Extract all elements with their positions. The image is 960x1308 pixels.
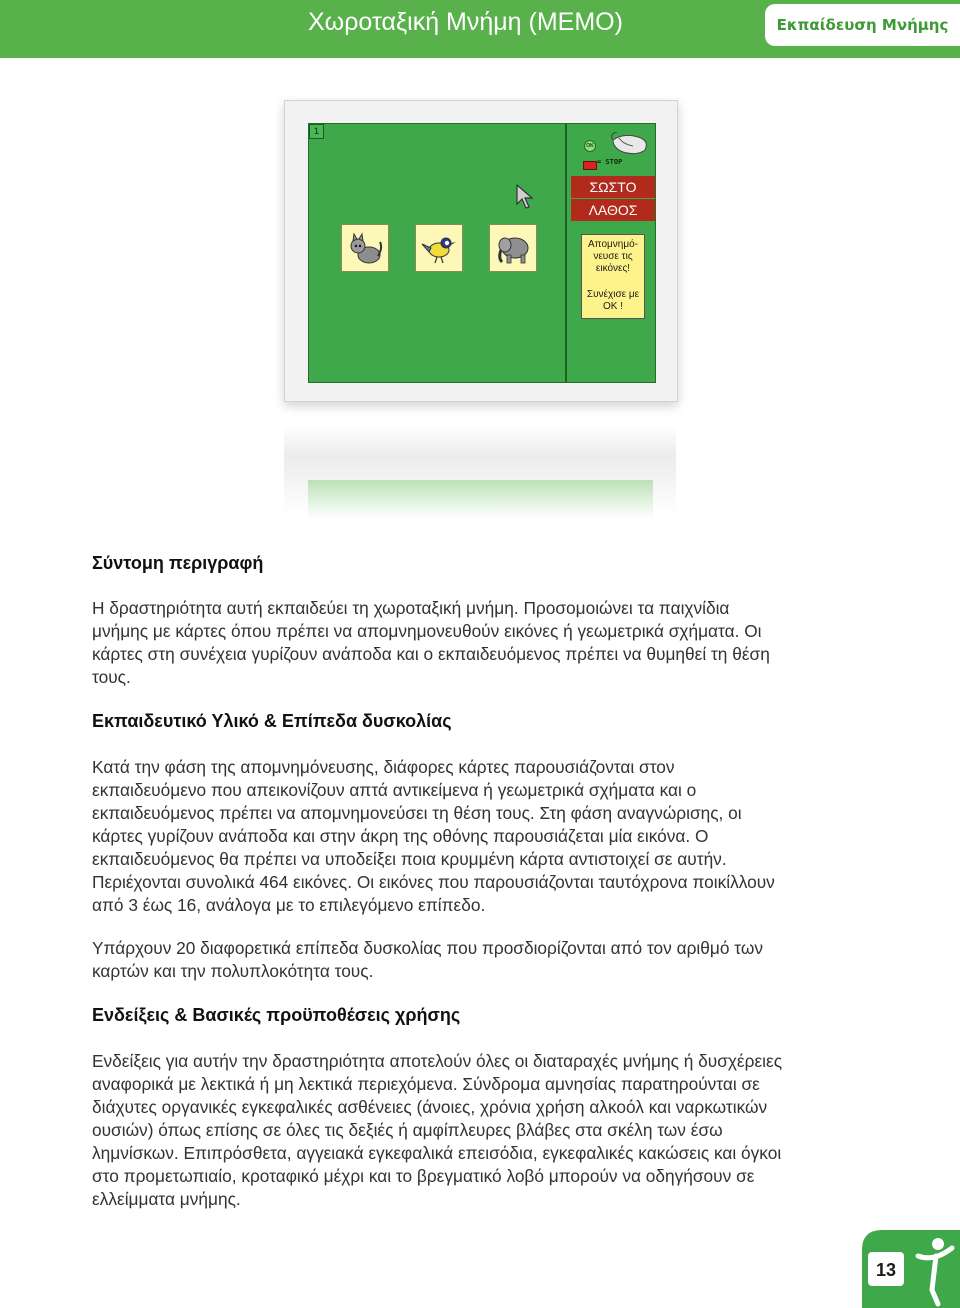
game-side-panel xyxy=(571,124,655,382)
correct-button[interactable]: ΣΩΣΤΟ xyxy=(571,176,655,198)
bird-icon xyxy=(419,228,459,268)
text-line: Περιέχονται συνολικά 464 εικόνες. Οι εικόνες που παρουσιάζονται ταυτόχρονα ποικίλλουν xyxy=(92,872,775,892)
memory-card-1[interactable] xyxy=(341,224,389,272)
text-line: ουσιών) όπως επίσης σε όλες τις δεξιές ή αμφίπλευρες βλάβες στα σκέλη των έσω xyxy=(92,1120,723,1140)
text-line: διάχυτες οργανικές εγκεφαλικές ασθένειες (άνοιες, χρόνια χρήση αλκοόλ και ναρκωτικών xyxy=(92,1097,768,1117)
material-paragraph-1 xyxy=(92,756,882,917)
text-line: εκπαιδευόμενο που απεικονίζουν απτά αντικείμενα ή γεωμετρικά σχήματα και ο xyxy=(92,780,697,800)
computer-mouse-icon xyxy=(611,132,651,158)
text-line: στο προμετωπιαίο, κροταφικό μέχρι και το βρεγματικό λοβό μπορούν να οδηγήσουν σε xyxy=(92,1166,755,1186)
page-number: 13 xyxy=(875,1260,897,1280)
page-number-badge xyxy=(862,1230,960,1308)
text-line: Ενδείξεις για αυτήν την δραστηριότητα αποτελούν όλες οι διαταραχές μνήμης ή δυσχέρειες xyxy=(92,1051,783,1071)
game-screenshot-frame xyxy=(284,100,678,402)
mouse-pointer-icon xyxy=(516,184,538,210)
elephant-icon xyxy=(493,228,533,268)
instruction-line: νευσε τις xyxy=(593,251,633,262)
instruction-line: εικόνες! xyxy=(595,263,631,274)
stop-icon[interactable] xyxy=(583,161,597,170)
cat-icon xyxy=(345,228,385,268)
figure-reflection-tint xyxy=(308,480,653,520)
memory-card-2[interactable] xyxy=(415,224,463,272)
page-title: Χωροταξική Μνήμη (MEMO) xyxy=(308,8,623,36)
page-header xyxy=(0,0,960,58)
text-line: ελλείμματα μνήμης. xyxy=(92,1189,241,1209)
summary-heading: Σύντομη περιγραφή xyxy=(92,553,264,573)
indications-paragraph xyxy=(92,1050,882,1211)
summary-paragraph xyxy=(92,597,882,689)
material-paragraph-2 xyxy=(92,937,882,983)
instruction-line: Απομνημό- xyxy=(588,239,638,250)
text-line: καρτών και την πολυπλοκότητα τους. xyxy=(92,961,374,981)
section-tab-label: Εκπαίδευση Μνήμης xyxy=(776,16,949,34)
instruction-note xyxy=(581,234,645,319)
instruction-line: Συνέχισε με xyxy=(586,289,640,300)
indications-heading: Ενδείξεις & Βασικές προϋποθέσεις χρήσης xyxy=(92,1005,461,1025)
text-line: κάρτες γυρίζουν ανάποδα και στην άκρη της οθόνης παρουσιάζεται μία εικόνα. Ο xyxy=(92,826,709,846)
memory-card-3[interactable] xyxy=(489,224,537,272)
text-line: από 3 έως 16, ανάλογα με το επιλεγόμενο επίπεδο. xyxy=(92,895,486,915)
ok-icon[interactable]: OK xyxy=(584,140,596,152)
text-line: Υπάρχουν 20 διαφορετικά επίπεδα δυσκολίας που προσδιορίζονται από τον αριθμό των xyxy=(92,938,763,958)
game-board xyxy=(308,123,656,383)
stop-label: = STOP xyxy=(597,158,623,166)
wrong-button[interactable]: ΛΑΘΟΣ xyxy=(571,199,655,221)
section-tab xyxy=(765,4,960,46)
text-line: αναφορικά με λεκτικά ή μη λεκτικά περιεχόμενα. Σύνδρομα αμνησίας παρατηρούνται σε xyxy=(92,1074,760,1094)
text-line: Η δραστηριότητα αυτή εκπαιδεύει τη χωροταξική μνήμη. Προσομοιώνει τα παιχνίδια xyxy=(92,598,730,618)
panel-divider xyxy=(565,124,567,382)
text-line: εκπαιδευόμενος πρέπει να απομνημονεύσει τη θέση τους. Στη φάση αναγνώρισης, οι xyxy=(92,803,742,823)
text-line: λημνίσκων. Επιπρόσθετα, αγγειακά εγκεφαλικά επεισόδια, εγκεφαλικές κακώσεις και όγκοι xyxy=(92,1143,782,1163)
text-line: τους. xyxy=(92,667,131,687)
instruction-line: ΟΚ ! xyxy=(602,301,623,312)
level-indicator: 1 xyxy=(309,124,324,139)
text-line: εκπαιδευόμενος θα πρέπει να υποδείξει ποια κρυμμένη κάρτα αντιστοιχεί σε αυτήν. xyxy=(92,849,727,869)
material-heading: Εκπαιδευτικό Υλικό & Επίπεδα δυσκολίας xyxy=(92,711,452,731)
text-line: μνήμης με κάρτες όπου πρέπει να απομνημονευθούν εικόνες ή γεωμετρικά σχήματα. Οι xyxy=(92,621,762,641)
text-line: Κατά την φάση της απομνημόνευσης, διάφορες κάρτες παρουσιάζονται στον xyxy=(92,757,675,777)
text-line: κάρτες στη συνέχεια γυρίζουν ανάποδα και ο εκπαιδευόμενος πρέπει να θυμηθεί τη θέση xyxy=(92,644,770,664)
